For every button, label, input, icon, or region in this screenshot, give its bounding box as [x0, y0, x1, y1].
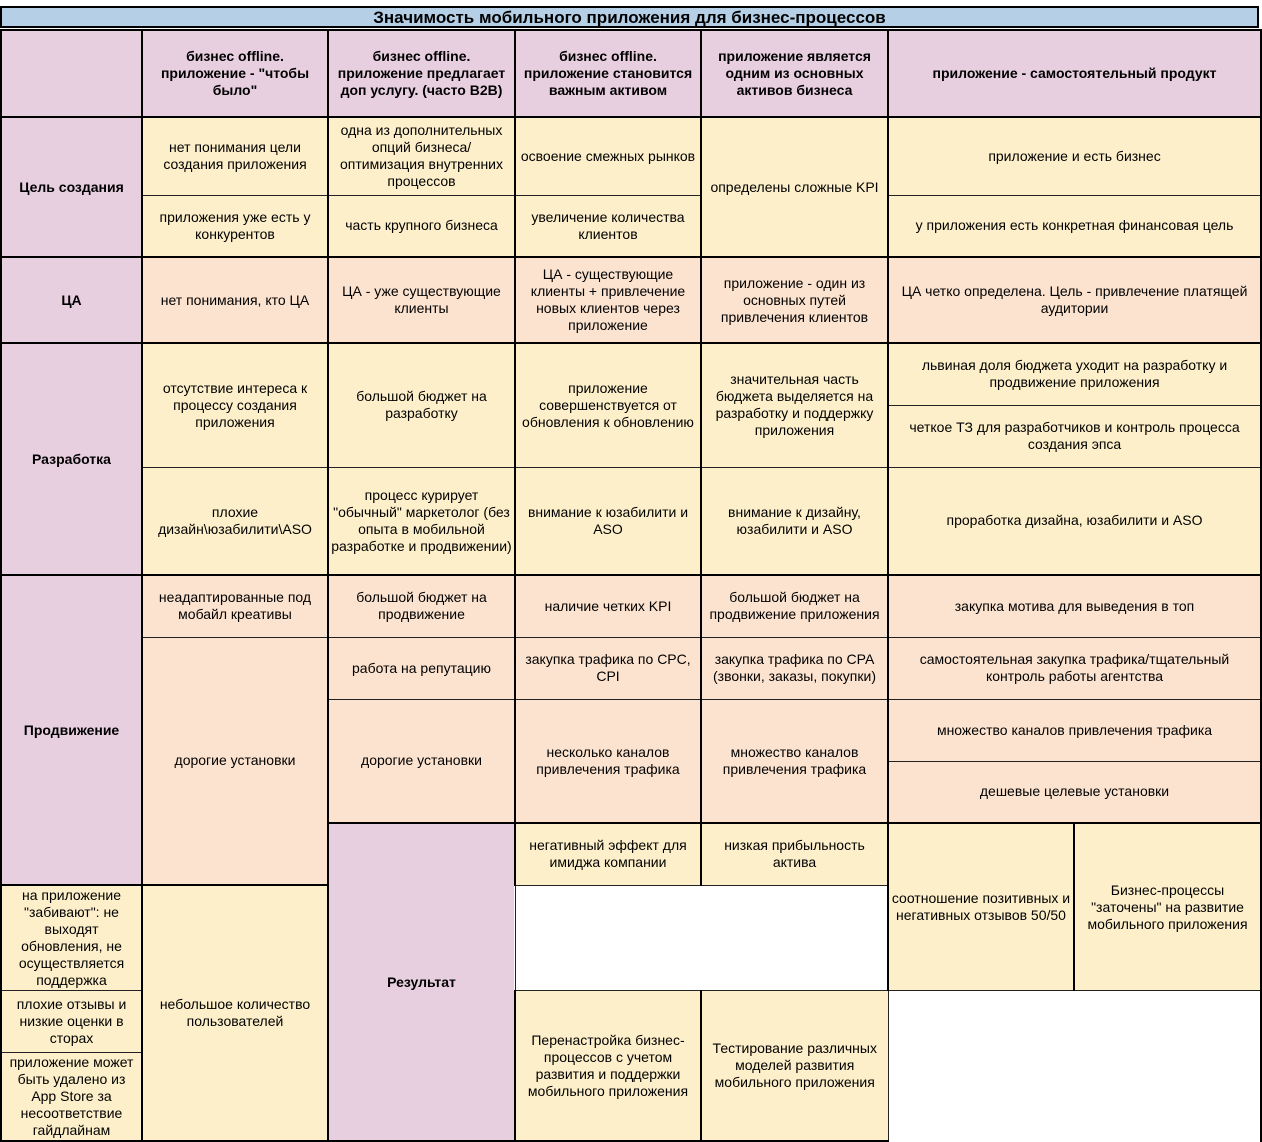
goal-cell: увеличение количества клиентов: [515, 195, 701, 257]
promotion-cell: закупка трафика по CPA (звонки, заказы, покупки): [701, 637, 888, 699]
promotion-cell: самостоятельная закупка трафика/тщательный контроль работы агентства: [888, 637, 1261, 699]
development-cell: большой бюджет на разработку: [328, 343, 515, 467]
audience-cell: ЦА - существующие клиенты + привлечение новых клиентов через приложение: [515, 257, 701, 343]
promotion-cell: дешевые целевые установки: [888, 761, 1261, 823]
row-label-promotion: Продвижение: [1, 575, 142, 885]
audience-cell: нет понимания, кто ЦА: [142, 257, 328, 343]
result-cell: Перенастройка бизнес-процессов с учетом развития и поддержки мобильного приложения: [515, 991, 701, 1142]
row-label-result: Результат: [328, 823, 515, 1141]
promotion-cell: работа на репутацию: [328, 637, 515, 699]
header-standalone-product: приложение - самостоятельный продукт: [888, 30, 1261, 117]
development-cell: приложение совершенствуется от обновления к обновлению: [515, 343, 701, 467]
header-offline-important-asset: бизнес offline. приложение становится важным активом: [515, 30, 701, 117]
header-offline-extra-service: бизнес offline. приложение предлагает доп услугу. (часто B2B): [328, 30, 515, 117]
goal-cell: нет понимания цели создания приложения: [142, 117, 328, 195]
goal-cell: приложения уже есть у конкурентов: [142, 195, 328, 257]
row-label-development: Разработка: [1, 343, 142, 575]
audience-cell: ЦА четко определена. Цель - привлечение платящей аудитории: [888, 257, 1261, 343]
goal-cell: часть крупного бизнеса: [328, 195, 515, 257]
goal-cell: освоение смежных рынков: [515, 117, 701, 195]
result-cell: плохие отзывы и низкие оценки в сторах: [1, 991, 142, 1053]
development-cell: львиная доля бюджета уходит на разработку и продвижение приложения: [888, 343, 1261, 405]
audience-cell: приложение - один из основных путей привлечения клиентов: [701, 257, 888, 343]
promotion-cell: дорогие установки: [328, 699, 515, 823]
promotion-cell: множество каналов привлечения трафика: [701, 699, 888, 823]
result-cell: низкая прибыльность актива: [701, 823, 888, 885]
goal-cell: определены сложные KPI: [701, 117, 888, 257]
table-title: Значимость мобильного приложения для бизнес-процессов: [0, 6, 1259, 28]
promotion-cell: несколько каналов привлечения трафика: [515, 699, 701, 823]
promotion-cell: большой бюджет на продвижение: [328, 575, 515, 637]
promotion-cell: большой бюджет на продвижение приложения: [701, 575, 888, 637]
result-cell: Бизнес-процессы "заточены" на развитие мобильного приложения: [1074, 823, 1261, 991]
corner-cell: [1, 30, 142, 117]
promotion-cell: наличие четких KPI: [515, 575, 701, 637]
header-offline-just-exists: бизнес offline. приложение - "чтобы было": [142, 30, 328, 117]
development-cell: процесс курирует "обычный" маркетолог (без опыта в мобильной разработке и продвижении): [328, 467, 515, 575]
audience-cell: ЦА - уже существующие клиенты: [328, 257, 515, 343]
development-cell: внимание к дизайну, юзабилити и ASO: [701, 467, 888, 575]
development-cell: проработка дизайна, юзабилити и ASO: [888, 467, 1261, 575]
promotion-cell: закупка мотива для выведения в топ: [888, 575, 1261, 637]
promotion-cell: дорогие установки: [142, 637, 328, 885]
development-cell: отсутствие интереса к процессу создания приложения: [142, 343, 328, 467]
business-process-table: [0, 29, 1262, 1142]
result-cell: на приложение "забивают": не выходят обновления, не осуществляется поддержка: [1, 885, 142, 991]
development-cell: значительная часть бюджета выделяется на разработку и поддержку приложения: [701, 343, 888, 467]
promotion-cell: неадаптированные под мобайл креативы: [142, 575, 328, 637]
promotion-cell: закупка трафика по CPC, CPI: [515, 637, 701, 699]
result-cell: небольшое количество пользователей: [142, 885, 328, 1141]
goal-cell: одна из дополнительных опций бизнеса/оптимизация внутренних процессов: [328, 117, 515, 195]
result-cell: негативный эффект для имиджа компании: [515, 823, 701, 885]
row-label-audience: ЦА: [1, 257, 142, 343]
goal-cell: у приложения есть конкретная финансовая цель: [888, 195, 1261, 257]
promotion-cell: множество каналов привлечения трафика: [888, 699, 1261, 761]
goal-cell: приложение и есть бизнес: [888, 117, 1261, 195]
development-cell: внимание к юзабилити и ASO: [515, 467, 701, 575]
result-cell: соотношение позитивных и негативных отзывов 50/50: [888, 823, 1074, 991]
row-label-goal: Цель создания: [1, 117, 142, 257]
result-cell: Тестирование различных моделей развития мобильного приложения: [701, 991, 888, 1142]
development-cell: четкое ТЗ для разработчиков и контроль процесса создания эпса: [888, 405, 1261, 467]
header-main-asset: приложение является одним из основных активов бизнеса: [701, 30, 888, 117]
development-cell: плохие дизайн\юзабилити\ASO: [142, 467, 328, 575]
result-cell: приложение может быть удалено из App Store за несоответствие гайдлайнам: [1, 1053, 142, 1142]
